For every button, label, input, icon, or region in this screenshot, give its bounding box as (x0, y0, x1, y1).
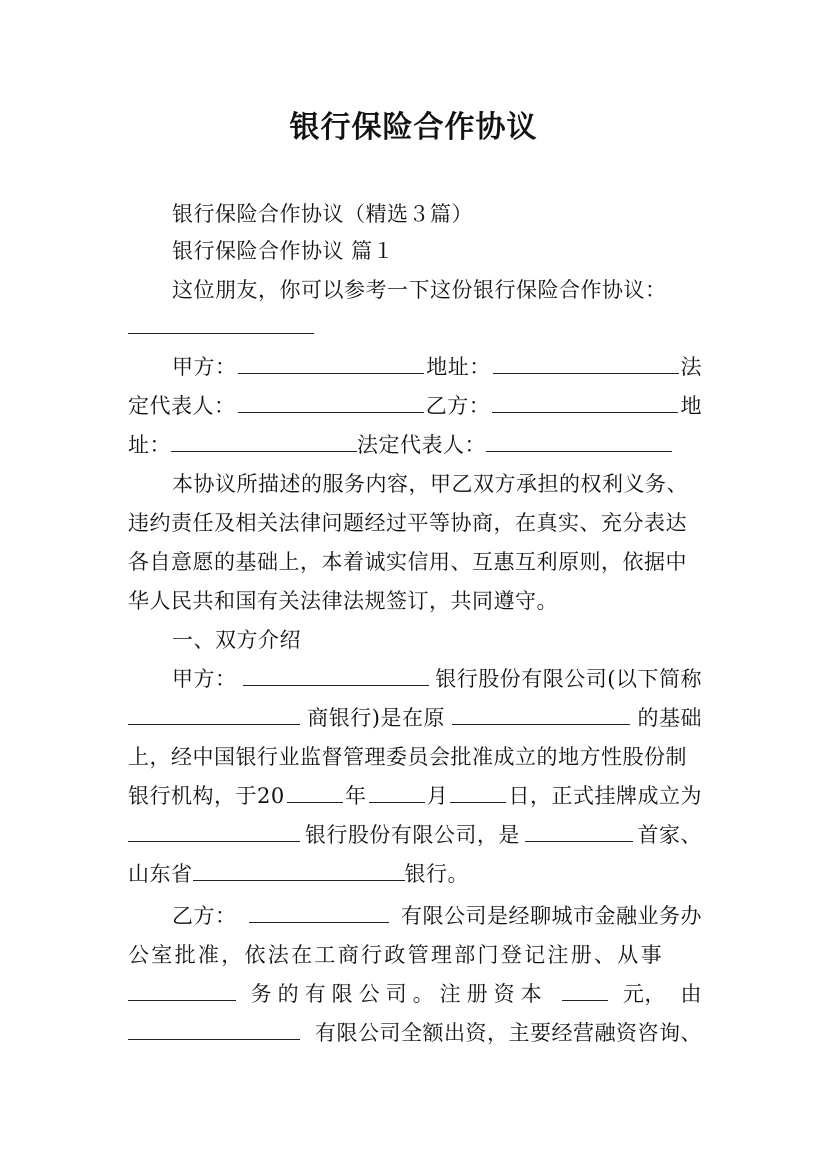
a-intro-line-3: 上，经中国银行业监督管理委员会批准成立的地方性股份制 (128, 745, 687, 769)
parties-line-2 (128, 394, 702, 418)
address-label-part: 地 (680, 394, 702, 418)
address-label: 地址： (426, 355, 491, 379)
blank-field (493, 355, 679, 374)
b-intro-line-3 (128, 982, 702, 1006)
blank-field (128, 706, 300, 725)
blank-field (193, 862, 405, 881)
blank-field (369, 784, 425, 803)
blank-field (128, 982, 236, 1001)
party-b-label: 乙方： (172, 904, 237, 928)
blank-field (492, 394, 678, 413)
parties-line-1 (172, 355, 702, 379)
preamble-line: 本协议所描述的服务内容，甲乙双方承担的权利义务、 (172, 472, 688, 496)
blank-field (562, 982, 608, 1001)
text-run: 有限公司全额出资，主要经营融资咨询、 (315, 1021, 702, 1045)
preamble-line: 违约责任及相关法律问题经过平等协商，在真实、充分表达 (128, 511, 687, 535)
party-b-label: 乙方： (425, 394, 491, 418)
a-intro-line-1 (172, 667, 702, 691)
text-run: 山东省 (128, 862, 193, 886)
blank-field (450, 784, 506, 803)
text-run: 务的有限公司。注册资本 (250, 982, 548, 1006)
parties-line-3 (128, 433, 672, 457)
text-run: 元， (622, 982, 666, 1006)
text-run: 银行机构，于20 (128, 784, 285, 808)
text-run: 银行股份有限公司(以下简称 (435, 667, 702, 691)
a-intro-line-2 (128, 706, 702, 730)
blank-field (238, 394, 424, 413)
text-run: 由 (680, 982, 702, 1006)
blank-field (486, 433, 672, 452)
a-intro-line-6 (128, 862, 469, 886)
document-title: 银行保险合作协议 (289, 110, 538, 145)
chapter-heading: 银行保险合作协议 篇１ (172, 239, 395, 263)
b-intro-line-4 (128, 1021, 702, 1045)
text-run: 银行股份有限公司，是 (304, 823, 520, 847)
legal-label-part: 法 (680, 355, 702, 379)
blank-field (525, 823, 633, 842)
blank-field (287, 784, 343, 803)
blank-field (238, 355, 424, 374)
party-a-label: 甲方： (172, 355, 237, 379)
blank-field (171, 433, 357, 452)
text-run: 年 (344, 784, 367, 808)
b-intro-line-1 (172, 904, 702, 928)
a-intro-line-5 (128, 823, 702, 847)
legal-rep-label: 法定代表人： (357, 433, 486, 457)
b-intro-line-2: 公室批准，依法在工商行政管理部门登记注册、从事 (128, 943, 664, 967)
blank-field (249, 904, 389, 923)
text-run: 有限公司是经聊城市金融业务办 (401, 904, 702, 928)
blank-field (243, 667, 429, 686)
blank-line (128, 315, 314, 339)
text-run: 银行。 (404, 862, 469, 886)
text-run: 月 (426, 784, 449, 808)
blank-field (128, 1021, 300, 1040)
party-a-label: 甲方： (172, 667, 237, 691)
legal-label-part: 定代表人： (128, 394, 236, 418)
preamble-line: 各自意愿的基础上，本着诚实信用、互惠互利原则，依据中 (128, 550, 687, 574)
section-heading: 一、双方介绍 (172, 628, 301, 652)
text-run: 商银行)是在原 (307, 706, 445, 730)
intro-text: 这位朋友，你可以参考一下这份银行保险合作协议： (172, 278, 667, 302)
text-run: 的基础 (637, 706, 702, 730)
preamble-line: 华人民共和国有关法律法规签订，共同遵守。 (128, 589, 558, 613)
subtitle: 银行保险合作协议（精选３篇） (172, 202, 473, 226)
blank-field (452, 706, 630, 725)
text-run: 首家、 (637, 823, 702, 847)
address-label-part: 址： (128, 433, 171, 457)
blank-field (128, 823, 300, 842)
a-intro-line-4 (128, 784, 702, 808)
text-run: 日，正式挂牌成立为 (508, 784, 702, 808)
